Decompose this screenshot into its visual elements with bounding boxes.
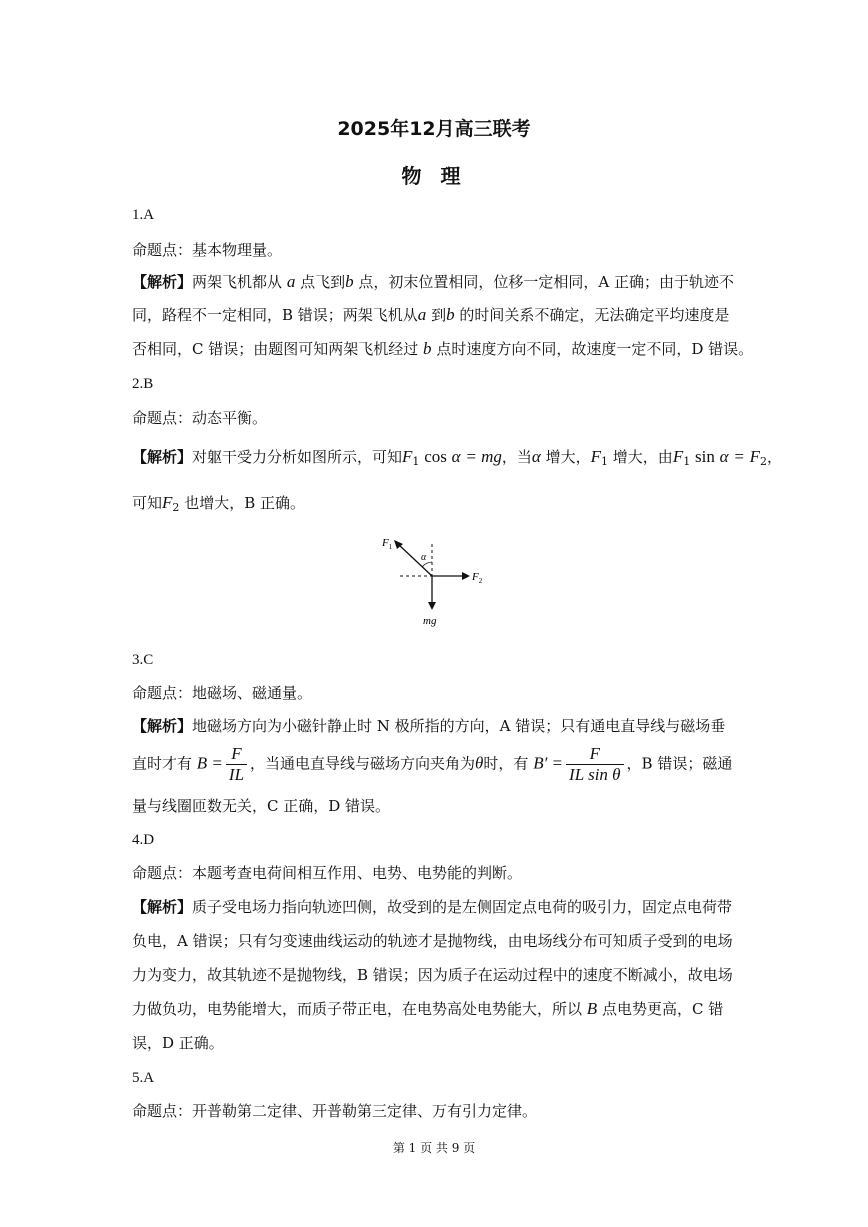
q3-point: 命题点：地磁场、磁通量。 bbox=[132, 684, 313, 702]
mg-label: mg bbox=[423, 615, 437, 627]
q2-analysis-line1: 【解析】对躯干受力分析如图所示，可知$F_1$ cos α = mg，当α 增大，$F_1$ 增大，由$F_1$ $\sin \alpha = F_2$， bbox=[132, 447, 782, 468]
q5-point: 命题点：开普勒第二定律、开普勒第三定律、万有引力定律。 bbox=[132, 1102, 538, 1120]
q2-analysis-line2: 可知$F_2$ 也增大，B 正确。 bbox=[132, 493, 305, 514]
q4-analysis-line3: 力为变力，故其轨迹不是抛物线，B 错误；因为质子在运动过程中的速度不断减小，故电场 bbox=[132, 966, 733, 984]
q2-answer: 2.B bbox=[132, 376, 154, 392]
analysis-tag: 【解析】 bbox=[132, 273, 193, 291]
q4-analysis-line5: 误，D 正确。 bbox=[132, 1034, 224, 1052]
q2-point: 命题点：动态平衡。 bbox=[132, 409, 268, 427]
q1-answer: 1.A bbox=[132, 207, 155, 223]
q4-answer: 4.D bbox=[132, 832, 155, 848]
f1-vector bbox=[398, 544, 432, 576]
q4-analysis-line4: 力做负功，电势能增大，而质子带正电，在电势高处电势能大，所以 B 点电势更高，C 错 bbox=[132, 999, 724, 1018]
exam-title: 2025年12月高三联考 bbox=[337, 118, 531, 140]
f2-arrowhead bbox=[462, 572, 470, 580]
alpha-label: α bbox=[421, 552, 427, 563]
q1-point: 命题点：基本物理量。 bbox=[132, 241, 283, 259]
q4-analysis-line2: 负电，A 错误；只有匀变速曲线运动的轨迹才是抛物线，由电场线分布可知质子受到的电场 bbox=[132, 932, 733, 950]
f1-label: $F_1$ bbox=[382, 537, 393, 551]
formula-b-prime: $\frac{F}{\text{IL sin θ}}$ bbox=[566, 744, 624, 785]
q4-point: 命题点：本题考查电荷间相互作用、电势、电势能的判断。 bbox=[132, 864, 523, 882]
q3-analysis-line1: 【解析】地磁场方向为小磁针静止时 N 极所指的方向，A 错误；只有通电直导线与磁场垂 bbox=[132, 717, 726, 735]
formula-b: $\frac{F}{IL}$ bbox=[226, 744, 247, 785]
q5-answer: 5.A bbox=[132, 1070, 155, 1086]
subject-title: 物 理 bbox=[401, 164, 467, 188]
q3-analysis-line2: 直时才有 B = $\frac{F}{IL}$ ，当通电直导线与磁场方向夹角为θ时，有 B′ = $\frac{F}{\text{IL sin θ}}$ ，B 错误；磁通 bbox=[132, 744, 733, 784]
mg-arrowhead bbox=[428, 602, 436, 610]
f2-label: $F_2$ bbox=[472, 571, 483, 585]
q3-analysis-line3: 量与线圈匝数无关，C 正确，D 错误。 bbox=[132, 797, 391, 815]
q4-analysis-line1: 【解析】质子受电场力指向轨迹凹侧，故受到的是左侧固定点电荷的吸引力，固定点电荷带 bbox=[132, 898, 733, 916]
q1-analysis-line2: 同，路程不一定相同，B 错误；两架飞机从a 到b 的时间关系不确定，无法确定平均速度是 bbox=[132, 305, 730, 324]
q1-analysis-line3: 否相同，C 错误；由题图可知两架飞机经过 b 点时速度方向不同，故速度一定不同，D 错误。 bbox=[132, 339, 754, 358]
q3-answer: 3.C bbox=[132, 652, 154, 668]
force-diagram bbox=[370, 532, 500, 632]
q1-analysis-line1: 【解析】两架飞机都从 a 点飞到b 点，初末位置相同，位移一定相同，A 正确；由于轨迹不 bbox=[132, 272, 734, 291]
page-footer: 第 1 页 共 9 页 bbox=[392, 1141, 476, 1155]
